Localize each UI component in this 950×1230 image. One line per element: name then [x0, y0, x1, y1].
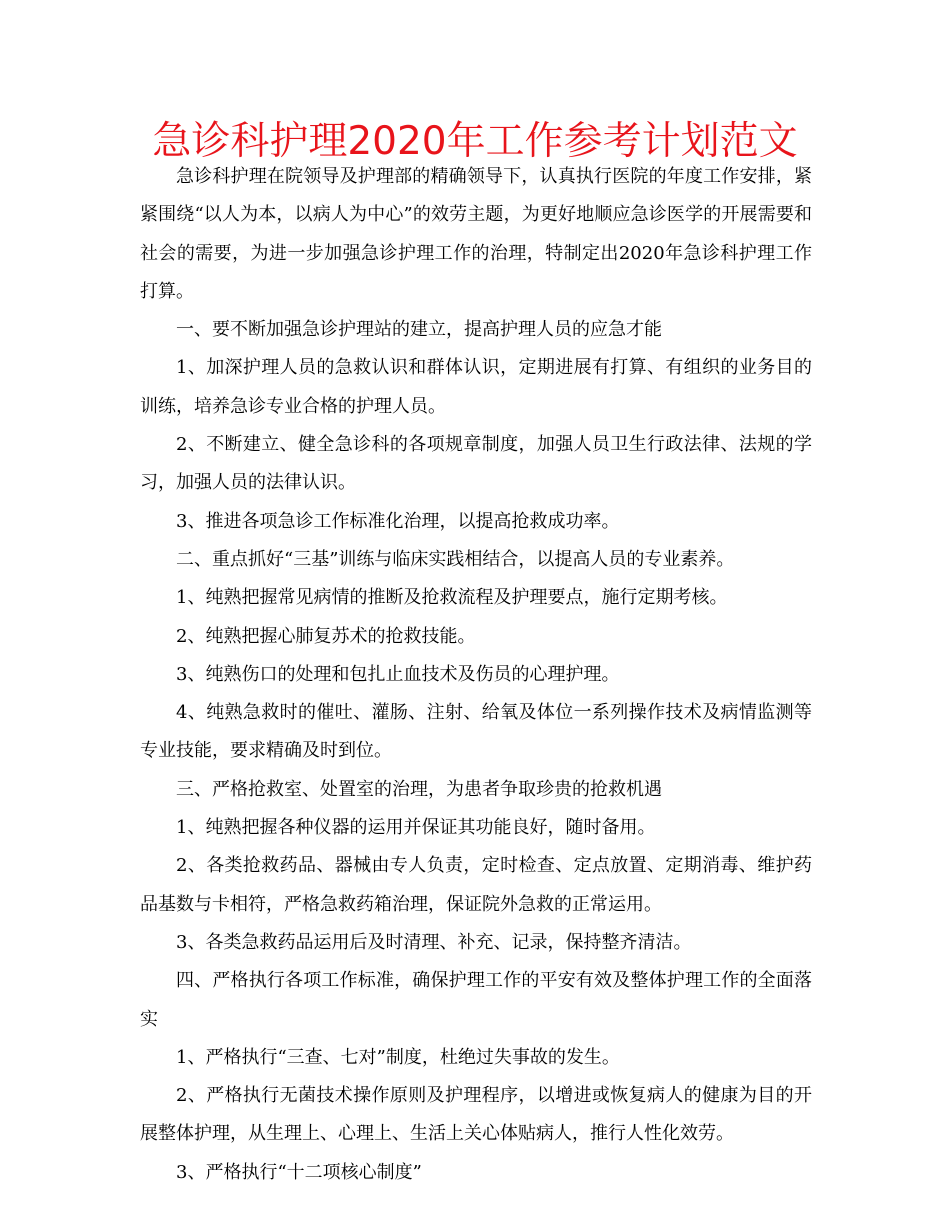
paragraph-1-1: 1、加深护理人员的急救认识和群体认识，定期进展有打算、有组织的业务目的训练，培养急诊专业合格的护理人员。: [140, 357, 812, 417]
paragraph-4-2: 2、严格执行无菌技术操作原则及护理程序，以增进或恢复病人的健康为目的开展整体护理，从生理上、心理上、生活上关心体贴病人，推行人性化效劳。: [140, 1085, 812, 1145]
paragraph-2-1: 1、纯熟把握常见病情的推断及抢救流程及护理要点，施行定期考核。: [176, 587, 728, 609]
paragraph-4-3: 3、严格执行“十二项核心制度”: [176, 1161, 422, 1183]
section-heading-2: 二、重点抓好“三基”训练与临床实践相结合，以提高人员的专业素养。: [176, 548, 735, 570]
paragraph-3-1: 1、纯熟把握各种仪器的运用并保证其功能良好，随时备用。: [176, 817, 656, 839]
section-heading-4: 四、严格执行各项工作标准，确保护理工作的平安有效及整体护理工作的全面落实: [140, 970, 812, 1030]
document-body: [140, 158, 812, 1192]
paragraph-1-2: 2、不断建立、健全急诊科的各项规章制度，加强人员卫生行政法律、法规的学习，加强人员的法律认识。: [140, 434, 812, 494]
section-heading-1: 一、要不断加强急诊护理站的建立，提高护理人员的应急才能: [176, 319, 662, 341]
paragraph-1-3: 3、推进各项急诊工作标准化治理，以提高抢救成功率。: [176, 510, 620, 532]
paragraph-3-2: 2、各类抢救药品、器械由专人负责，定时检查、定点放置、定期消毒、维护药品基数与卡相符，严格急救药箱治理，保证院外急救的正常运用。: [140, 855, 812, 915]
paragraph-3-3: 3、各类急救药品运用后及时清理、补充、记录，保持整齐清洁。: [176, 931, 692, 953]
paragraph-2-3: 3、纯熟伤口的处理和包扎止血技术及伤员的心理护理。: [176, 663, 620, 685]
paragraph-2-4: 4、纯熟急救时的催吐、灌肠、注射、给氧及体位一系列操作技术及病情监测等专业技能，要求精确及时到位。: [140, 702, 812, 762]
paragraph-intro: 急诊科护理在院领导及护理部的精确领导下，认真执行医院的年度工作安排，紧紧围绕“以人为本，以病人为中心”的效劳主题，为更好地顺应急诊医学的开展需要和社会的需要，为进一步加强急诊护理工作的治理，特制定出2020年急诊科护理工作打算。: [140, 166, 812, 302]
paragraph-4-1: 1、严格执行“三查、七对”制度，杜绝过失事故的发生。: [176, 1046, 620, 1068]
section-heading-3: 三、严格抢救室、处置室的治理，为患者争取珍贵的抢救机遇: [176, 778, 662, 800]
paragraph-2-2: 2、纯熟把握心肺复苏术的抢救技能。: [176, 625, 476, 647]
document-title: 急诊科护理2020年工作参考计划范文: [152, 119, 798, 164]
